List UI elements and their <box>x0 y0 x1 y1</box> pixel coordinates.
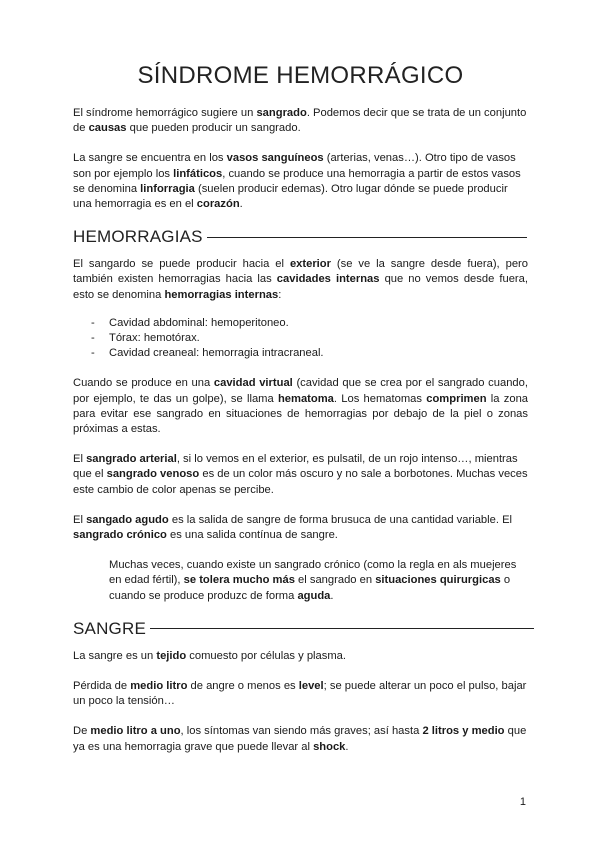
list-item: - Cavidad abdominal: hemoperitoneo. <box>91 316 528 331</box>
text-run: la zona para evitar ese sangrado en situaciones de hemorragias por debajo de la piel o zonas próximas a estas. <box>73 392 529 436</box>
text-run: el sangrado en <box>294 574 376 587</box>
hemorragias-paragraph-3 <box>73 452 528 498</box>
text-run: (cavidad que se crea por el sangrado cuando, por ejemplo, te das un golpe), se llama <box>73 377 528 405</box>
text-run: es la salida de sangre de forma brusuca de una cantidad variable. El <box>168 513 513 526</box>
bold-term: medio litro <box>130 680 188 693</box>
bold-term: sangado agudo <box>86 513 169 526</box>
intro-paragraph-2 <box>73 151 528 212</box>
bold-term: causas <box>88 122 127 135</box>
section-heading-sangre <box>73 619 528 639</box>
hemorragias-paragraph-1 <box>73 257 528 303</box>
bold-term: linfáticos <box>173 167 223 180</box>
text-run: ; se puede alterar un poco el pulso, bajar un poco la tensión… <box>73 680 527 708</box>
text-run: La sangre se encuentra en los <box>73 152 227 165</box>
bold-term: shock <box>313 740 346 753</box>
section-title: HEMORRAGIAS <box>73 227 203 247</box>
hemorragias-paragraph-2 <box>73 376 528 437</box>
text-run: que ya es una hemorragia grave que puede llevar al <box>73 725 527 753</box>
page-title: SÍNDROME HEMORRÁGICO <box>137 62 464 89</box>
text-run: que pueden producir un sangrado. <box>126 122 301 135</box>
section-title: SANGRE <box>73 618 146 638</box>
text-run: . Los hematomas <box>333 392 427 405</box>
text-run: (suelen producir edemas). Otro lugar dónde se puede producir una hemorragia es en el <box>73 182 508 211</box>
hemorragias-quote-paragraph <box>109 558 528 604</box>
section-heading-hemorragias <box>73 227 528 247</box>
bold-term: comprimen <box>426 392 487 405</box>
bold-term: aguda <box>297 589 331 602</box>
bold-term: hemorragias internas <box>164 288 279 301</box>
text-run: . <box>345 740 349 753</box>
document-page <box>73 62 528 770</box>
text-run: Cuando se produce en una <box>73 377 214 390</box>
text-run: Pérdida de <box>73 680 131 693</box>
bold-term: tejido <box>156 649 187 662</box>
text-run: (arterias, venas…). Otro tipo de vasos son por ejemplo los <box>73 152 516 180</box>
text-run: El <box>73 513 87 526</box>
bold-term: sangrado venoso <box>106 468 200 481</box>
text-run: , cuando se produce una hemorragia a partir de estos vasos se denomina <box>73 167 521 195</box>
text-run: . Podemos decir que se trata de un conjunto de <box>73 107 527 135</box>
text-run: De <box>73 725 91 738</box>
section-rule <box>150 628 534 629</box>
bold-term: sangrado arterial <box>86 453 177 466</box>
text-run: . <box>239 198 243 211</box>
bold-term: se tolera mucho más <box>183 574 295 587</box>
sangre-paragraph-3 <box>73 724 528 754</box>
bold-term: vasos sanguíneos <box>226 152 324 165</box>
text-run: o cuando se produce produzc de forma <box>109 574 511 602</box>
sangre-paragraph-2 <box>73 679 528 709</box>
text-run: es de un color más oscuro y no sale a borbotones. Muchas veces este cambio de color apenas se percibe. <box>73 468 528 496</box>
text-run: , los síntomas van siendo más graves; así hasta <box>180 725 423 738</box>
sangre-paragraph-1 <box>73 649 528 664</box>
text-run: El sangardo se puede producir hacia el <box>73 258 290 271</box>
text-run: , si lo vemos en el exterior, es pulsatil, de un rojo intenso…, mientras que el <box>73 453 518 481</box>
text-run: es una salida contínua de sangre. <box>166 529 338 542</box>
bold-term: cavidad virtual <box>213 377 293 390</box>
bold-term: 2 litros y medio <box>422 725 505 738</box>
section-rule <box>207 237 527 238</box>
page-number: 1 <box>519 796 526 808</box>
bold-term: sangrado crónico <box>73 529 167 542</box>
text-run: que no vemos desde fuera, esto se denomina <box>73 273 528 301</box>
bold-term: corazón <box>196 198 240 211</box>
text-run: Muchas veces, cuando existe un sangrado crónico (como la regla en als muejeres en edad fértil), <box>109 559 517 587</box>
internal-hemorrhage-list <box>91 316 528 362</box>
intro-paragraph-1 <box>73 106 528 136</box>
bold-term: level <box>298 680 324 693</box>
text-run: . <box>330 589 334 602</box>
text-run: (se ve la sangre desde fuera), pero también existen hemorragias hacia las <box>73 258 528 286</box>
text-run: comuesto por células y plasma. <box>186 649 346 662</box>
bold-term: situaciones quirurgicas <box>375 574 501 587</box>
text-run: de angre o menos es <box>187 680 299 693</box>
bold-term: sangrado <box>256 107 307 119</box>
text-run: La sangre es un <box>73 649 157 662</box>
bold-term: medio litro a uno <box>90 725 181 738</box>
bold-term: hematoma <box>277 392 334 405</box>
text-run: : <box>278 288 282 301</box>
bold-term: linforragia <box>140 182 195 195</box>
bold-term: cavidades internas <box>276 273 380 286</box>
text-run: El <box>73 453 87 466</box>
list-item: - Cavidad creaneal: hemorragia intracraneal. <box>91 346 528 361</box>
list-item: - Tórax: hemotórax. <box>91 331 528 346</box>
text-run: El síndrome hemorrágico sugiere un <box>73 107 257 119</box>
bold-term: exterior <box>289 258 331 271</box>
hemorragias-paragraph-4 <box>73 513 528 543</box>
